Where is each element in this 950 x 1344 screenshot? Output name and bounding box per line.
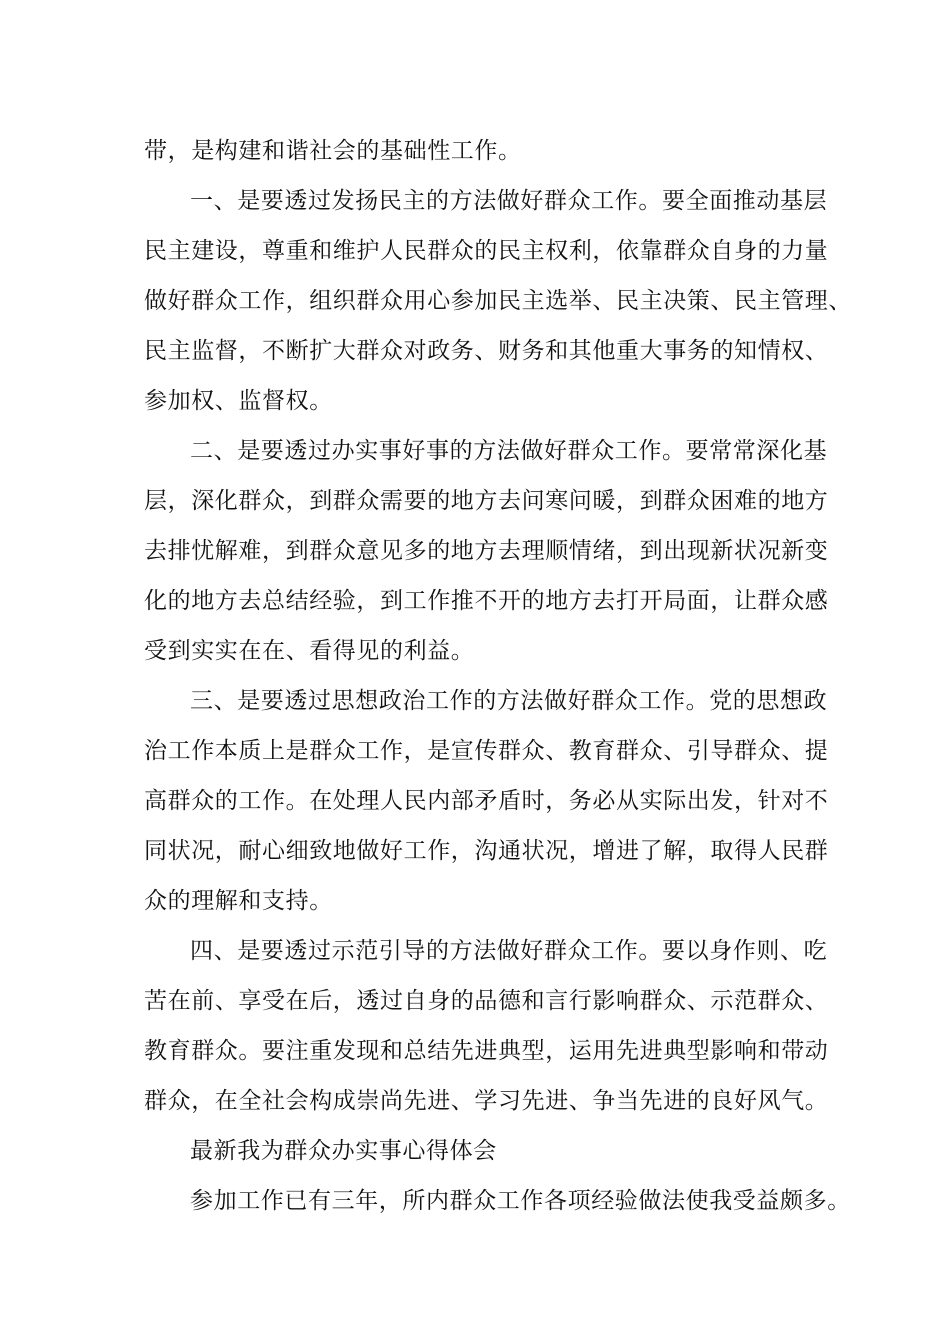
text-line: 同状况，耐心细致地做好工作，沟通状况，增进了解，取得人民群 <box>144 838 829 864</box>
paragraph-4-start: 四、是要透过示范引导的方法做好群众工作。要以身作则、吃 <box>190 938 828 964</box>
text-line: 带，是构建和谐社会的基础性工作。 <box>144 138 522 164</box>
section-heading: 最新我为群众办实事心得体会 <box>190 1138 497 1164</box>
text-line: 化的地方去总结经验，到工作推不开的地方去打开局面，让群众感 <box>144 588 829 614</box>
text-line: 做好群众工作，组织群众用心参加民主选举、民主决策、民主管理、 <box>144 288 852 314</box>
text-line: 民主监督，不断扩大群众对政务、财务和其他重大事务的知情权、 <box>144 338 829 364</box>
text-line: 参加权、监督权。 <box>144 388 333 414</box>
text-line: 群众，在全社会构成崇尚先进、学习先进、争当先进的良好风气。 <box>144 1088 829 1114</box>
text-line: 众的理解和支持。 <box>144 888 333 914</box>
paragraph-5-start: 参加工作已有三年，所内群众工作各项经验做法使我受益颇多。 <box>190 1188 851 1214</box>
paragraph-1-start: 一、是要透过发扬民主的方法做好群众工作。要全面推动基层 <box>190 188 828 214</box>
text-line: 苦在前、享受在后，透过自身的品德和言行影响群众、示范群众、 <box>144 988 829 1014</box>
text-line: 受到实实在在、看得见的利益。 <box>144 638 475 664</box>
paragraph-3-start: 三、是要透过思想政治工作的方法做好群众工作。党的思想政 <box>190 688 828 714</box>
text-line: 民主建设，尊重和维护人民群众的民主权利，依靠群众自身的力量 <box>144 238 829 264</box>
text-line: 教育群众。要注重发现和总结先进典型，运用先进典型影响和带动 <box>144 1038 829 1064</box>
text-line: 治工作本质上是群众工作，是宣传群众、教育群众、引导群众、提 <box>144 738 829 764</box>
paragraph-2-start: 二、是要透过办实事好事的方法做好群众工作。要常常深化基 <box>190 438 828 464</box>
text-line: 层，深化群众，到群众需要的地方去问寒问暖，到群众困难的地方 <box>144 488 829 514</box>
text-line: 去排忧解难，到群众意见多的地方去理顺情绪，到出现新状况新变 <box>144 538 829 564</box>
text-line: 高群众的工作。在处理人民内部矛盾时，务必从实际出发，针对不 <box>144 788 829 814</box>
